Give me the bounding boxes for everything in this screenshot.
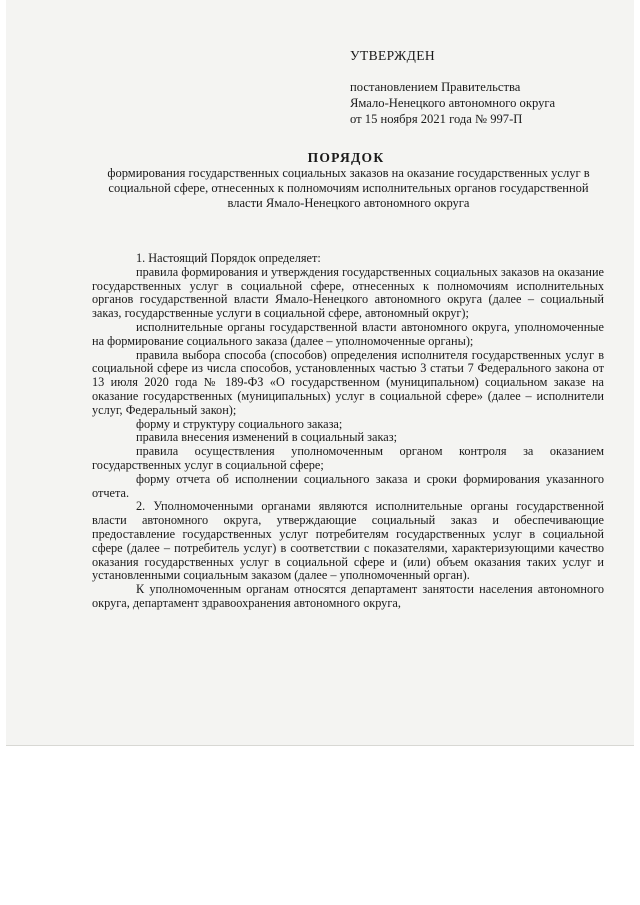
document-body (92, 252, 604, 611)
document-page (6, 0, 634, 746)
approval-stamp: УТВЕРЖДЕН (350, 48, 435, 63)
approval-block (350, 48, 620, 127)
paragraph: К уполномоченным органам относятся департамент занятости населения автономного округа, департамент здравоохранения автономного округа, (92, 582, 604, 610)
document-title: ПОРЯДОК (307, 150, 385, 165)
paragraph: правила формирования и утверждения государственных социальных заказов на оказание государственных услуг в социальной сфере, отнесенных к полномочиям исполнительных органов государственной власти Ямало-Ненецкого автономного округа (далее – социальный заказ, государственные услуги в социальной сфере, автономный округ); (92, 264, 604, 321)
paragraph: правила внесения изменений в социальный заказ; (136, 430, 398, 445)
paragraph: правила осуществления уполномоченным органом контроля за оказанием государственных услуг в социальной сфере; (92, 444, 604, 472)
paragraph: форму и структуру социального заказа; (136, 416, 343, 431)
document-subtitle: формирования государственных социальных заказов на оказание государственных услуг в социальной сфере, отнесенных к полномочиям исполнительных органов государственной власти Ямало-Ненецкого автономного округа (107, 166, 590, 210)
approval-line: от 15 ноября 2021 года № 997-П (350, 112, 523, 126)
paragraph: исполнительные органы государственной власти автономного округа, уполномоченные на формирование социального заказа (далее – уполномоченные органы); (92, 319, 604, 348)
paragraph: 1. Настоящий Порядок определяет: (136, 251, 321, 265)
approval-line: постановлением Правительства (350, 80, 521, 94)
paragraph: 2. Уполномоченными органами являются исполнительные органы государственной власти автономного округа, утверждающие социальный заказ и обеспечивающие предоставление государственных услуг потребителям государственных услуг в социальной сфере (далее – потребитель услуг) в соответствии с показателями, характеризующими качество оказания государственных услуг в социальной сфере и (или) объем оказания таких услуг и установленными социальным заказом (далее – уполномоченный орган). (92, 499, 604, 583)
approval-line: Ямало-Ненецкого автономного округа (350, 96, 556, 110)
paragraph: форму отчета об исполнении социального заказа и сроки формирования указанного отчета. (92, 471, 604, 500)
paragraph: правила выбора способа (способов) определения исполнителя государственных услуг в социальной сфере из числа способов, установленных частью 3 статьи 7 Федерального закона от 13 июля 2020 года № 189-ФЗ «О государственном (муниципальном) социальном заказе на оказание государственных (муниципальных) услуг в социальной сфере» (далее – исполнители услуг, Федеральный закон); (92, 347, 604, 417)
